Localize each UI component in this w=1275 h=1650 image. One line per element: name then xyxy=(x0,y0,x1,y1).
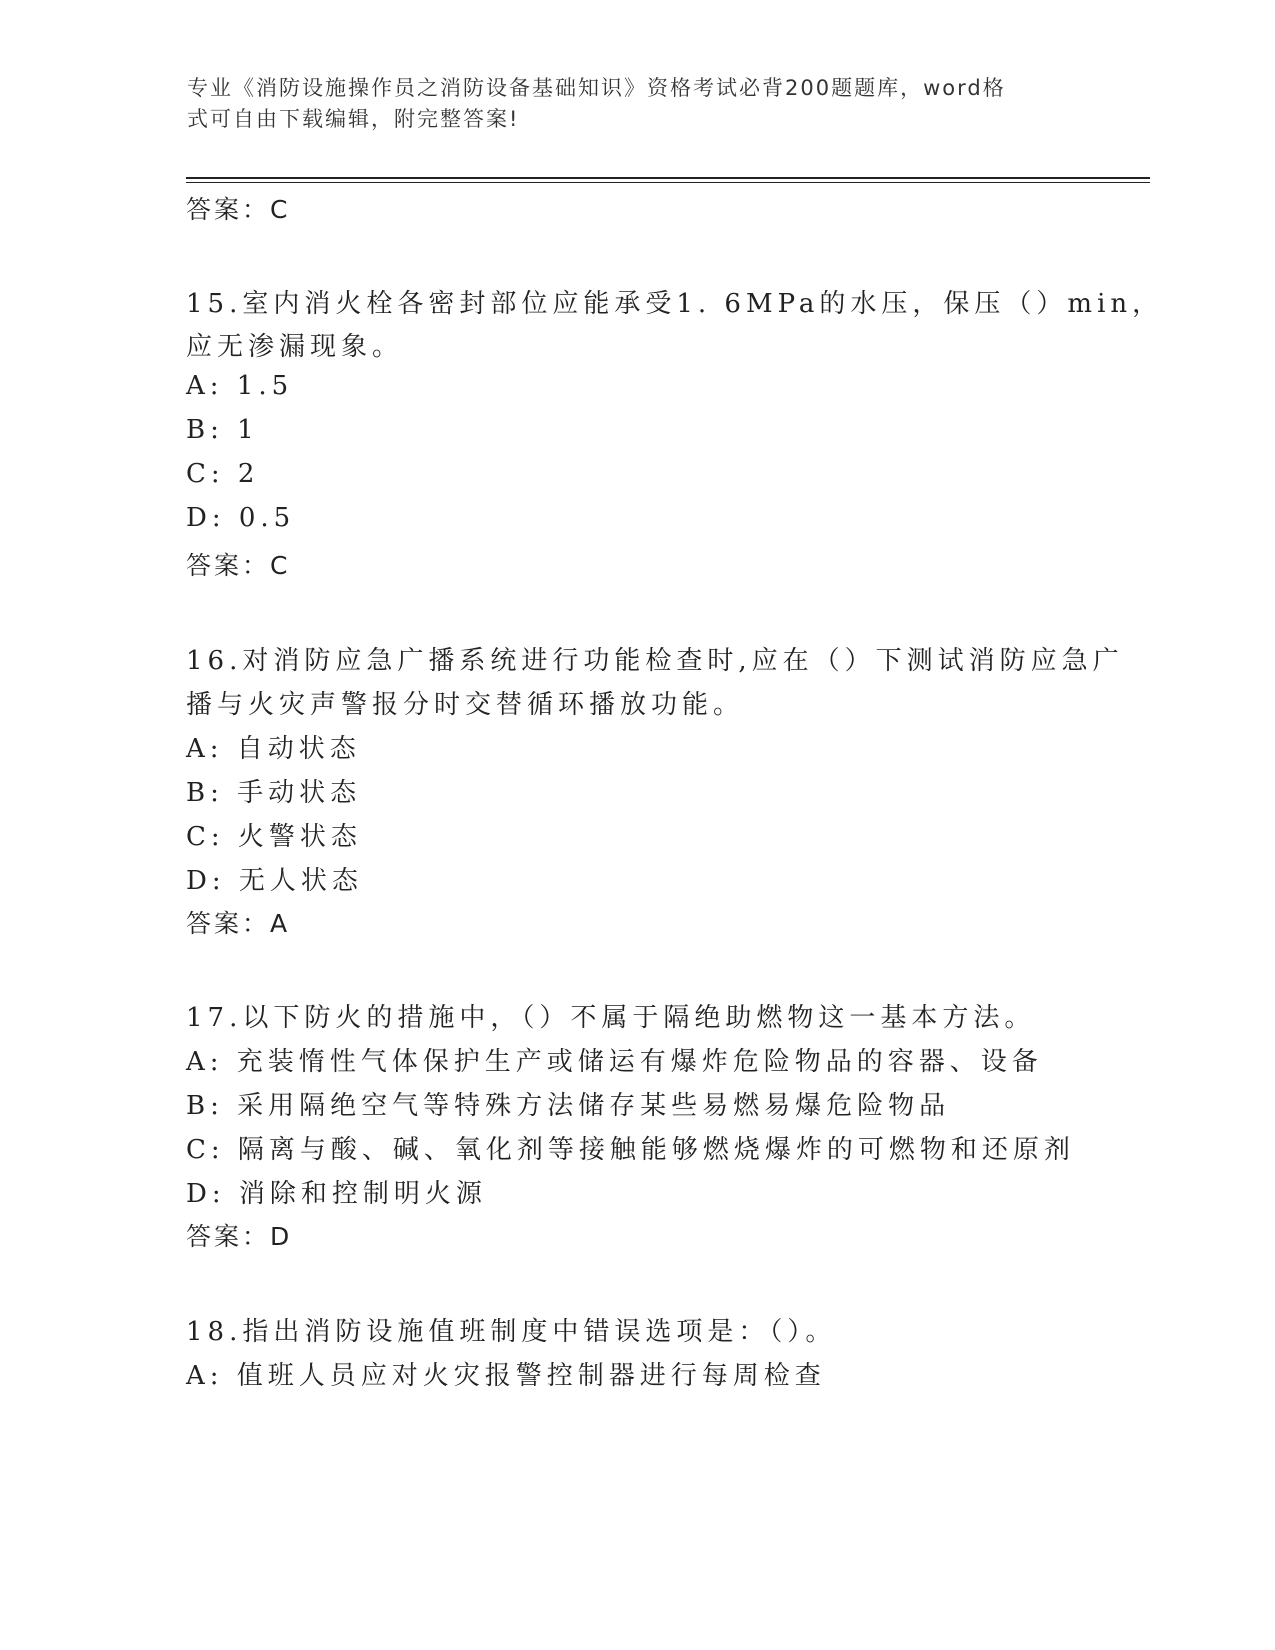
option-d: D: 消除和控制明火源 xyxy=(186,1179,487,1209)
option-a: A: 自动状态 xyxy=(186,734,361,764)
option-d: D: 无人状态 xyxy=(186,866,363,896)
question-stem-line: 16.对消防应急广播系统进行功能检查时,应在（）下测试消防应急广 xyxy=(186,646,1124,676)
option-a: A: 值班人员应对火灾报警控制器进行每周检查 xyxy=(186,1361,826,1391)
question-stem-line: 15.室内消火栓各密封部位应能承受1. 6MPa的水压，保压（）min， xyxy=(186,289,1164,319)
option-c: C: 火警状态 xyxy=(186,822,362,852)
option-b: B: 手动状态 xyxy=(186,778,362,808)
header-divider-thin xyxy=(186,182,1150,183)
question-stem-line: 应无渗漏现象。 xyxy=(186,332,404,362)
option-d: D: 0.5 xyxy=(186,503,296,533)
question-stem-line: 播与火灾声警报分时交替循环播放功能。 xyxy=(186,690,745,720)
option-b: B: 采用隔绝空气等特殊方法储存某些易燃易爆危险物品 xyxy=(186,1091,951,1121)
answer: 答案：C xyxy=(186,551,291,580)
option-a: A: 1.5 xyxy=(186,371,294,401)
header-line-2: 式可自由下载编辑，附完整答案! xyxy=(187,107,520,131)
answer: 答案：A xyxy=(186,909,291,938)
option-c: C: 2 xyxy=(186,459,260,489)
option-a: A: 充装惰性气体保护生产或储运有爆炸危险物品的容器、设备 xyxy=(186,1047,1043,1077)
question-stem-line: 17.以下防火的措施中，（）不属于隔绝助燃物这一基本方法。 xyxy=(186,1003,1036,1033)
option-c: C: 隔离与酸、碱、氧化剂等接触能够燃烧爆炸的可燃物和还原剂 xyxy=(186,1135,1075,1165)
answer: 答案：D xyxy=(186,1222,293,1251)
document-header xyxy=(187,73,1057,135)
question-stem-line: 18.指出消防设施值班制度中错误选项是：（）。 xyxy=(186,1317,837,1347)
header-divider-thick xyxy=(186,177,1150,179)
header-line-1: 专业《消防设施操作员之消防设备基础知识》资格考试必背200题题库，word格 xyxy=(187,76,1006,100)
previous-answer: 答案：C xyxy=(186,195,291,224)
option-b: B: 1 xyxy=(186,415,259,445)
